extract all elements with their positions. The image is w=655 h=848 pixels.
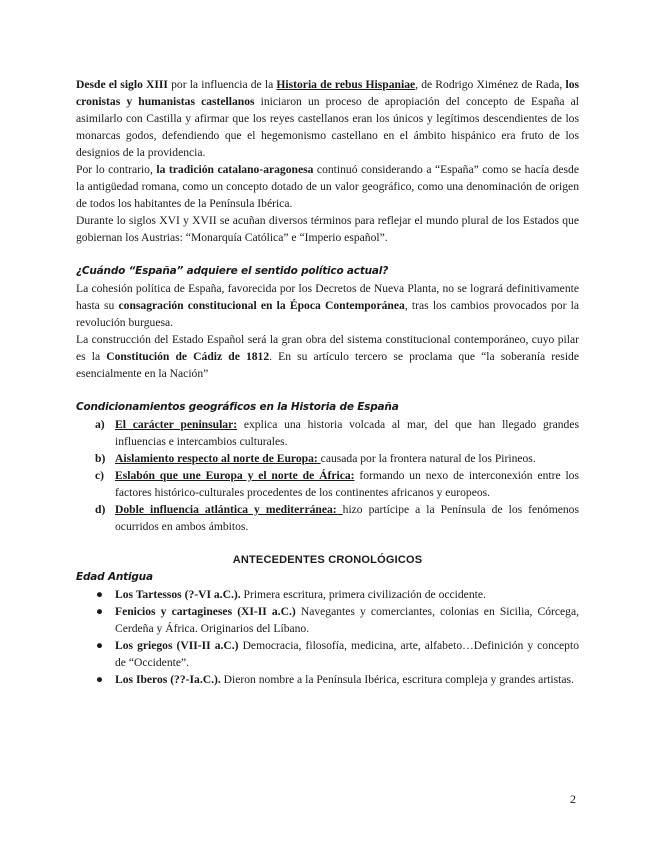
document-page (76, 76, 579, 688)
section-heading-condicionamientos: Condicionamientos geográficos en la Historia de España (76, 401, 399, 413)
list-item (76, 467, 579, 501)
list-item (76, 586, 579, 603)
list-item (76, 450, 579, 467)
bold-phrase: los cronistas y humanistas castellanos (76, 78, 579, 108)
item-title: El carácter peninsular: (115, 418, 238, 431)
spacer (76, 535, 579, 552)
list-item (76, 416, 579, 450)
item-title: Los Tartessos (?-VI a.C.). (115, 588, 241, 601)
bullet-icon: ● (96, 588, 104, 601)
antiquity-list (76, 586, 579, 688)
item-title: Los Iberos (??-Ia.C.). (115, 673, 221, 686)
text-run: por la influencia de la (167, 78, 277, 91)
item-title: Eslabón que une Europa y el norte de África: (115, 469, 355, 482)
item-title: Aislamiento respecto al norte de Europa: (115, 452, 321, 465)
list-marker: a) (95, 418, 105, 431)
text-run: continuó considerando a “España” como se hacía desde la antigüedad romana, como un concepto dotado de un valor geográfico, como una denominación de origen de todos los habitantes de la Península Ibérica. (76, 163, 579, 210)
bold-phrase: la tradición catalano-aragonesa (156, 163, 314, 176)
item-title: Fenicios y cartagineses (XI-II a.C.) (115, 605, 296, 618)
text-run: iniciaron un proceso de apropiación del concepto de España al asimilarlo con Castilla y afirmar que los reyes castellanos eran los únicos y legítimos descendientes de los monarcas godos, defendiendo que el hegemonismo castellano en el ámbito hispánico era fruto de los designios de la providencia. (76, 95, 579, 159)
list-item (76, 501, 579, 535)
section-heading-cuando-espana: ¿Cuándo “España” adquiere el sentido político actual? (76, 265, 389, 277)
text-run: La cohesión política de España, favorecida por los Decretos de Nueva Planta, no se logrará definitivamente hasta su (76, 282, 579, 312)
subheading-edad-antigua: Edad Antigua (76, 571, 153, 583)
intro-paragraph-3: Durante lo siglos XVI y XVII se acuñan diversos términos para reflejar el mundo plural de los Estados que gobiernan los Austrias: “Monarquía Católica” e “Imperio español”. (76, 214, 579, 244)
spacer (76, 382, 579, 399)
text-run: La construcción del Estado Español será la gran obra del sistema constitucional contemporáneo, cuyo pilar es la (76, 333, 579, 363)
item-text: hizo partícipe a la Península de los fenómenos ocurridos en ambos ámbitos. (115, 503, 579, 533)
bullet-icon: ● (96, 639, 104, 652)
intro-paragraph-1 (76, 76, 579, 161)
underlined-title: Historia de rebus Hispaniae (276, 78, 416, 91)
text-run: , de Rodrigo Ximénez de Rada, (415, 78, 566, 91)
section-title-antecedentes: ANTECEDENTES CRONOLÓGICOS (232, 554, 423, 566)
item-text: Primera escritura, primera civilización de occidente. (240, 588, 486, 601)
bullet-icon: ● (96, 673, 104, 686)
section1-paragraph-2 (76, 331, 579, 382)
page-number: 2 (570, 792, 576, 806)
bold-phrase: Desde el siglo XIII (76, 78, 168, 91)
spacer (76, 246, 579, 263)
intro-paragraph-2 (76, 161, 579, 212)
text-run: Por lo contrario, (76, 163, 157, 176)
item-text: Democracia, filosofía, medicina, arte, alfabeto…Definición y concepto de “Occidente”. (115, 639, 579, 669)
bold-phrase: consagración constitucional en la Época Contemporánea (118, 299, 405, 312)
text-run: . En su artículo tercero se proclama que “la soberanía reside esencialmente en la Nación” (76, 350, 579, 380)
item-text: Navegantes y comerciantes, colonias en Sicilia, Córcega, Cerdeña y África. Originarios del Líbano. (115, 605, 579, 635)
item-text: formando un nexo de interconexión entre los factores histórico-culturales procedentes de los continentes africanos y europeos. (115, 469, 579, 499)
item-title: Los griegos (VII-II a.C.) (115, 639, 239, 652)
list-marker: c) (95, 469, 105, 482)
item-text: Dieron nombre a la Península Ibérica, escritura compleja y grandes artistas. (220, 673, 574, 686)
list-marker: b) (95, 452, 106, 465)
list-item (76, 603, 579, 637)
bullet-icon: ● (96, 605, 104, 618)
list-item (76, 637, 579, 671)
list-marker: d) (95, 503, 106, 516)
geographic-conditions-list (76, 416, 579, 535)
section1-paragraph-1 (76, 280, 579, 331)
item-text: causada por la frontera natural de los Pirineos. (320, 452, 536, 465)
bold-phrase: Constitución de Cádiz de 1812 (106, 350, 270, 363)
list-item (76, 671, 579, 688)
item-text: explica una historia volcada al mar, del que han llegado grandes influencias e intercambios culturales. (115, 418, 580, 448)
item-title: Doble influencia atlántica y mediterránea: (115, 503, 343, 516)
text-run: , tras los cambios provocados por la revolución burguesa. (76, 299, 579, 329)
